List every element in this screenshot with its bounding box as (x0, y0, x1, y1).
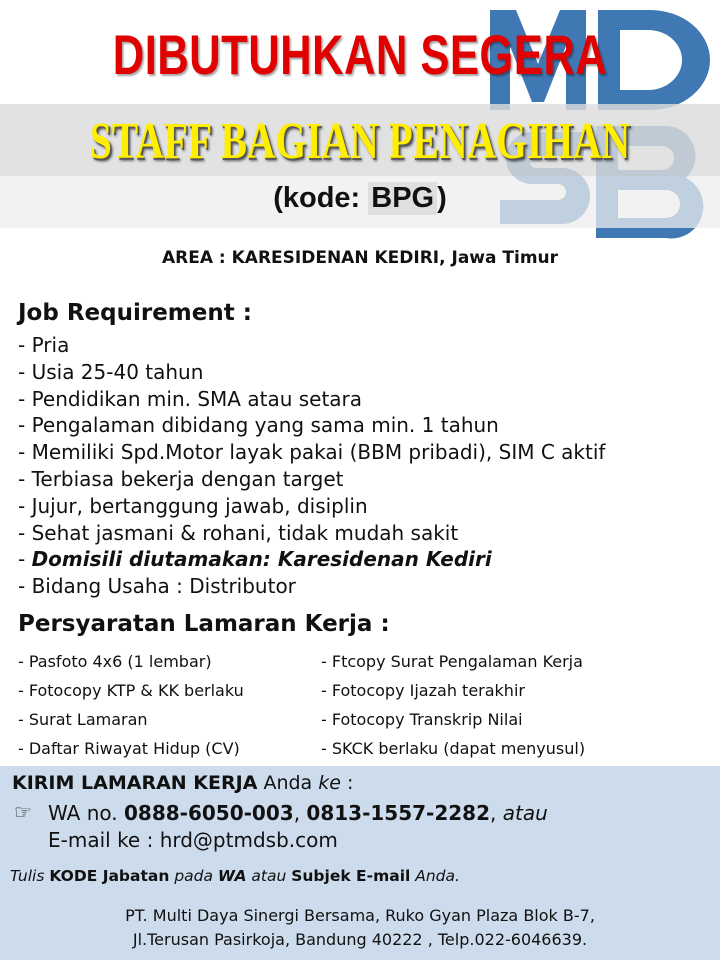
company-line-2: Jl.Terusan Pasirkoja, Bandung 40222 , Telp.022-6046639. (132, 930, 588, 949)
email-line[interactable]: E-mail ke : hrd@ptmdsb.com (48, 828, 338, 852)
note-4: WA (217, 867, 247, 885)
area-label: AREA : KARESIDENAN KEDIRI (161, 248, 440, 268)
list-item: - Ftcopy Surat Pengalaman Kerja (321, 652, 583, 671)
note-3: pada (169, 867, 218, 885)
list-item: - Fotocopy Transkrip Nilai (321, 710, 523, 729)
code-close: ) (437, 182, 447, 214)
send-bold: KIRIM LAMARAN KERJA (12, 772, 258, 794)
list-item: - Terbiasa bekerja dengan target (18, 466, 344, 491)
position-code (0, 182, 720, 215)
list-item: - Pendidikan min. SMA atau setara (18, 386, 363, 411)
note-6: Subjek E-mail (291, 867, 411, 885)
list-item: - Pasfoto 4x6 (1 lembar) (18, 652, 212, 671)
list-item: - Fotocopy Ijazah terakhir (321, 681, 525, 700)
highlight-prefix: - (18, 547, 32, 572)
list-item-highlight (18, 546, 605, 573)
note-1: Tulis (10, 867, 50, 885)
area-suffix: , Jawa Timur (439, 248, 559, 268)
documents-title: Persyaratan Lamaran Kerja : (18, 611, 390, 637)
code-value: BPG (368, 182, 437, 215)
requirements-title: Job Requirement : (18, 300, 252, 326)
wa-number-1[interactable]: 0888-6050-003 (124, 801, 294, 825)
list-item: - Jujur, bertanggung jawab, disiplin (18, 493, 368, 518)
documents-list-left (18, 647, 244, 763)
send-ke: ke (318, 772, 341, 794)
requirements-list (18, 332, 605, 600)
code-open: (kode: (273, 182, 369, 214)
list-item: - Surat Lamaran (18, 710, 148, 729)
list-item: - Pria (18, 333, 70, 357)
company-line-1: PT. Multi Daya Sinergi Bersama, Ruko Gyan Plaza Blok B-7, (125, 906, 595, 925)
send-application-line (12, 772, 353, 794)
area-line (0, 248, 720, 268)
send-rest: Anda (257, 772, 319, 794)
list-item: - Daftar Riwayat Hidup (CV) (18, 739, 240, 758)
note-7: Anda. (410, 867, 460, 885)
list-item: - Memiliki Spd.Motor layak pakai (BBM pribadi), SIM C aktif (18, 440, 606, 465)
whatsapp-line (48, 801, 548, 825)
pointing-hand-icon: ☞ (14, 802, 32, 824)
list-item: - Sehat jasmani & rohani, tidak mudah sakit (18, 520, 459, 545)
note-5: atau (246, 867, 292, 885)
wa-prefix: WA no. (48, 801, 124, 825)
company-address (0, 904, 720, 952)
list-item: - Fotocopy KTP & KK berlaku (18, 681, 244, 700)
highlight-text: Domisili diutamakan: Karesidenan Kediri (31, 547, 492, 572)
documents-list-right (321, 647, 585, 763)
list-item: - Bidang Usaha : Distributor (18, 574, 296, 599)
list-item: - Pengalaman dibidang yang sama min. 1 tahun (18, 413, 499, 438)
list-item: - Usia 25-40 tahun (18, 359, 204, 384)
send-colon: : (340, 772, 354, 794)
instruction-note (10, 867, 460, 885)
note-2: KODE Jabatan (49, 867, 170, 885)
wa-number-2[interactable]: 0813-1557-2282 (306, 801, 490, 825)
position-title: STAFF BAGIAN PENAGIHAN (89, 113, 631, 170)
wa-suffix-sep: , (490, 801, 503, 825)
wa-suffix: atau (502, 801, 548, 825)
wa-sep: , (293, 801, 307, 825)
list-item: - SKCK berlaku (dapat menyusul) (321, 739, 586, 758)
headline: DIBUTUHKAN SEGERA (112, 23, 608, 86)
